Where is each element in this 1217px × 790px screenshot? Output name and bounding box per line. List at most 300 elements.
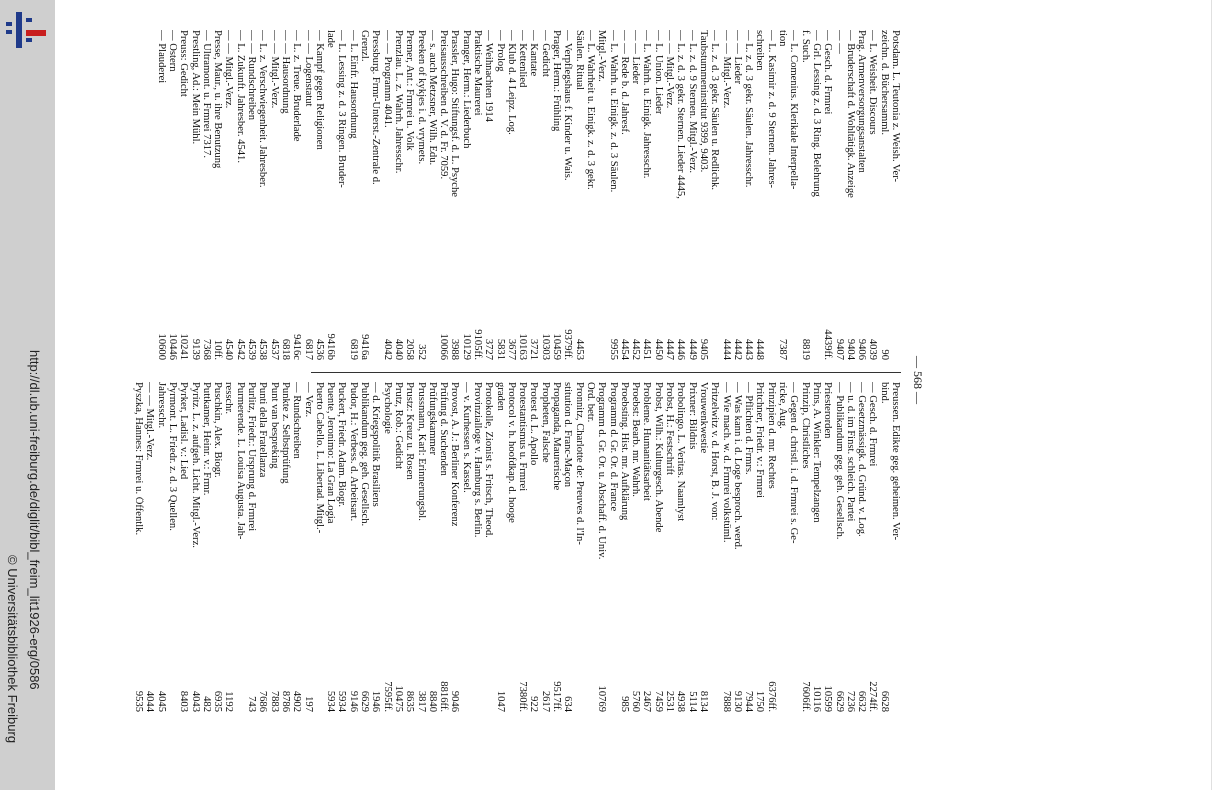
index-entry [528, 30, 539, 360]
entry-text: Vrouwenkwestie [697, 382, 709, 454]
entry-number: 9130 [731, 690, 743, 712]
index-entry [460, 382, 471, 712]
entry-text: — — Rede b. d. Jahresf. [618, 30, 630, 135]
entry-text: Propheten, Falsche [539, 382, 551, 463]
entry-text: — — Mitgl.-Verz. [223, 30, 235, 109]
index-entry [585, 382, 596, 712]
entry-number: 9955 [607, 338, 619, 360]
index-entry [415, 30, 426, 360]
entry-text: — Verpflegshaus f. Kinder u. Wais. [562, 30, 574, 181]
entry-text: — L. Wahrheit u. Einigk. z. d. 3 gekr. [584, 30, 596, 190]
entry-number: 9416c [291, 334, 303, 360]
entry-text: Pudor, H.: Verbess. d. Arbeitsart. [347, 382, 359, 522]
index-entry [652, 382, 663, 712]
entry-number: 6376ff. [765, 681, 777, 712]
entry-text: Puttkamer, Heinr. v.: Frmr. [200, 382, 212, 496]
index-entry [325, 30, 336, 360]
entry-text: Ord. betr. [584, 382, 596, 423]
entry-number: 7368 [200, 338, 212, 360]
entry-number: 4454 [618, 338, 630, 360]
index-entry [641, 382, 652, 712]
index-entry [212, 30, 223, 360]
index-entry [822, 382, 833, 712]
entry-text: Prager, Herm.: Frühling [551, 30, 563, 132]
index-entry [562, 382, 573, 712]
index-entry [438, 382, 449, 712]
entry-number: 9405 [697, 338, 709, 360]
entry-number: 743 [246, 696, 258, 712]
entry-number: 4039 [867, 338, 879, 360]
entry-text: Prüfungskammer [426, 382, 438, 455]
index-entry [234, 30, 245, 360]
entry-number: 6817 [302, 338, 314, 360]
index-entry [732, 382, 743, 712]
entry-text: — L. Comenius. Klerikale Interpella- [788, 30, 800, 190]
entry-text: — L. z. Treue. Bruderlade [291, 30, 303, 142]
entry-number: 4540 [223, 338, 235, 360]
entry-text: — — Hausordnung [279, 30, 291, 114]
entry-text: Puerto Cabello. L. Libertad. Mitgl.- [313, 382, 325, 534]
index-entry [370, 382, 381, 712]
index-entry [709, 30, 720, 360]
entry-text: — Ostern [167, 30, 178, 72]
entry-text: schreiben [754, 30, 766, 71]
index-entry [743, 382, 754, 712]
entry-text: Protokolle, Zionist s. Fritsch, Theod. [483, 382, 495, 538]
index-entry [393, 382, 404, 712]
index-entry [664, 382, 675, 712]
entry-number: 1047 [494, 690, 506, 712]
index-entry [359, 382, 370, 712]
index-entry [732, 30, 743, 360]
entry-text: — L. Zukunft. Jahresber. 4541. [234, 30, 246, 163]
entry-number: 5114 [686, 691, 698, 712]
index-entry [720, 30, 731, 360]
index-entry [573, 382, 584, 712]
entry-number: 1192 [223, 691, 235, 712]
entry-text: stitution d. Franc-Maçon [562, 382, 574, 488]
entry-text: Programm d. Gr. Or. d. France [607, 382, 619, 512]
entry-text: — Grl. Lessing z. d. 3 Ring. Belehrung [810, 30, 822, 197]
index-entry [359, 30, 370, 360]
entry-text: Provost, A. J.: Berliner Konferenz [449, 382, 461, 527]
index-entry [268, 30, 279, 360]
index-entry [630, 382, 641, 712]
index-entry [201, 30, 212, 360]
entry-number: 9105ff. [472, 329, 484, 360]
entry-number: 4536 [313, 338, 325, 360]
index-entry [393, 30, 404, 360]
entry-number: 9517ff. [551, 681, 563, 712]
index-entry [551, 30, 562, 360]
entry-text: — L. z. d. 9 Sternen. Mitgl.-Verz. [686, 30, 698, 173]
entry-text: — L. z. d. 3 gekr. Sternen. Lieder 4445, [675, 30, 687, 199]
index-entry [551, 382, 562, 712]
entry-text: Prins, A. Winkler: Tempelzangen [810, 382, 822, 523]
entry-number: 4043 [189, 690, 201, 712]
entry-number: 3817 [415, 690, 427, 712]
entry-number: 4442 [731, 338, 743, 360]
entry-number: 197 [302, 696, 314, 712]
entry-number: 10599 [822, 685, 834, 712]
entry-text: Provinzialloge v. Hamburg s. Berlin. [472, 382, 484, 538]
entry-number: 9046 [449, 690, 461, 712]
entry-text: Punt van bespreking [268, 382, 280, 469]
entry-text: — Wie mach. w. d. Frmrei volkstüml. [720, 382, 732, 543]
left-column [155, 30, 901, 360]
entry-number: 4045 [155, 690, 167, 712]
index-entry [664, 30, 675, 360]
index-entry [686, 30, 697, 360]
index-entry [890, 382, 901, 712]
entry-number: 10066 [438, 333, 450, 360]
index-entry [314, 30, 325, 360]
entry-text: — Kampf gegen Religionen [313, 30, 325, 150]
index-entry [517, 30, 528, 360]
entry-text: Pyritz. L. z. aufgeh. Licht. Mitgl.-Verz. [189, 382, 201, 548]
index-entry [686, 382, 697, 712]
index-entry [472, 30, 483, 360]
entry-number: 8840 [426, 690, 438, 712]
entry-text: — L. Einfr. Hausordnung [347, 30, 359, 139]
entry-number: 10116 [810, 685, 822, 712]
entry-number: 9407 [833, 338, 845, 360]
entry-number: 8134 [697, 690, 709, 712]
entry-text: — Pflichten d. Frmrs. [743, 382, 755, 475]
entry-text: Punkte z. Selbstprüfung [279, 382, 291, 484]
entry-text: Pronnitz, Charlotte de: Preuves d. l'In- [573, 382, 585, 545]
entry-text: — — Logenstatut [302, 30, 314, 107]
entry-text: Psychologie [381, 382, 393, 434]
index-entry [698, 30, 709, 360]
entry-text: Preussen. Edikte geg. geheimen. Ver- [890, 382, 901, 541]
entry-text: Prüfung d. Suchenden [438, 382, 450, 476]
entry-text: — d. Kriegspolitik Brasiliens [370, 382, 382, 507]
entry-text: Propaganda, Maurerische [551, 382, 563, 491]
index-entry [268, 382, 279, 712]
entry-number: 10241 [178, 333, 190, 360]
index-entry [754, 30, 765, 360]
index-entry [754, 382, 765, 712]
entry-text: Prag. Armenversorgungsanstalten [856, 30, 868, 173]
index-entry [167, 382, 178, 712]
index-entry [765, 30, 776, 360]
entry-number: 4539 [246, 338, 258, 360]
entry-number: 5934 [336, 690, 348, 712]
entry-text: Säulen. Ritual [573, 30, 585, 91]
entry-text: Publikandum geg. geh. Gesellsch. [359, 382, 371, 527]
entry-number: 1750 [754, 690, 766, 712]
entry-number: 482 [200, 696, 212, 712]
entry-text: — Kettenlied [517, 30, 529, 88]
index-entry [506, 30, 517, 360]
index-entry [483, 382, 494, 712]
entry-number: 2058 [404, 338, 416, 360]
index-entry [619, 382, 630, 712]
index-entry [585, 30, 596, 360]
entry-number: 9146 [347, 690, 359, 712]
index-entry [257, 30, 268, 360]
entry-number: 10ff. [212, 339, 224, 360]
entry-text: — Gegen d. christl. i. d. Frmrei s. Ge- [788, 382, 800, 544]
entry-number: 9139 [189, 338, 201, 360]
entry-number: 9416a [359, 334, 371, 360]
entry-number: 7459 [652, 690, 664, 712]
entry-number: 4439ff. [822, 329, 834, 360]
entry-text: — Klub d. 4 Leipz. Log. [505, 30, 517, 135]
entry-number: 6818 [279, 338, 291, 360]
entry-text: — L. Wahrh. u. Einigk. z. d. 3 Säulen. [607, 30, 619, 193]
entry-number: 7236 [844, 690, 856, 712]
entry-number: 4938 [675, 690, 687, 712]
index-entry [494, 382, 505, 712]
entry-text: Pyrker, Ladisl. v.: Lied [178, 382, 190, 480]
entry-text: — — [833, 30, 845, 54]
index-entry [777, 382, 788, 712]
index-entry [347, 30, 358, 360]
index-entry [709, 382, 720, 712]
index-entry [201, 382, 212, 712]
entry-number: 90 [878, 349, 890, 360]
entry-text: Prutz, Rob.: Gedicht [392, 382, 404, 470]
entry-number: 9404 [844, 338, 856, 360]
entry-text: — — Rundschreiben [246, 30, 258, 121]
entry-number: 4040 [392, 338, 404, 360]
index-entry [799, 30, 810, 360]
index-entry [427, 30, 438, 360]
entry-text: Preuss: Gedicht [178, 30, 190, 97]
entry-text: Pressburg. Frmr-Unterst.-Zentrale d. [370, 30, 382, 185]
index-entry [223, 382, 234, 712]
entry-text: — u. d. im Finst. schleich. Partei [844, 382, 856, 522]
entry-number: 4537 [268, 338, 280, 360]
entry-text: zeichn. d. Büchersamml. [878, 30, 890, 136]
entry-number: 4451 [641, 338, 653, 360]
entry-text: Prenzlau. L. z. Wahrh. Jahresschr. [392, 30, 404, 174]
entry-number: 4449 [686, 338, 698, 360]
entry-number: 8635 [404, 690, 416, 712]
index-entry [652, 30, 663, 360]
entry-number: 10446 [167, 333, 178, 360]
entry-text: Pyszka, Hannes: Frmrei u. Öffentlk. [133, 382, 145, 536]
entry-text: Prinzipien d. mr. Rechtes [765, 382, 777, 489]
index-entry [788, 30, 799, 360]
entry-number: 922 [528, 696, 540, 712]
index-entry [381, 30, 392, 360]
entry-text: — Bruderschaft d. Wohltätigk. Anzeige [844, 30, 856, 198]
entry-number: 4448 [754, 338, 766, 360]
index-entry [257, 382, 268, 712]
entry-number: 6628 [878, 690, 890, 712]
index-entry [506, 382, 517, 712]
entry-text: — — Lieder [630, 30, 642, 85]
entry-number: 9406 [856, 338, 868, 360]
index-entry [280, 30, 291, 360]
index-entry [878, 30, 889, 360]
entry-text: — L. Weisheit. Discours [867, 30, 879, 135]
entry-text: Puckert, Friedr. Adam. Biogr. [336, 382, 348, 508]
index-entry [743, 30, 754, 360]
entry-text: Probst, Wilh.: Kulturgesch. Abende [652, 382, 664, 533]
index-entry [336, 30, 347, 360]
entry-number: 10600 [155, 333, 167, 360]
index-entry [517, 382, 528, 712]
entry-text: Priesterorden [822, 382, 834, 439]
copyright-notice: © Universitätsbibliothek Freiburg [5, 555, 20, 744]
entry-text: f. Such. [799, 30, 811, 63]
entry-text: — — Mitgl.-Verz. [664, 30, 676, 109]
index-entry [777, 30, 788, 360]
index-entry [167, 30, 178, 360]
index-entry [494, 30, 505, 360]
entry-number: 6629 [359, 690, 371, 712]
entry-number: 8403 [178, 690, 190, 712]
index-entry [867, 30, 878, 360]
page-number-header: — 568 — [911, 356, 925, 404]
entry-text: bind. [878, 382, 890, 404]
entry-number: 985 [618, 696, 630, 712]
entry-text: Protestantismus u. Frmrei [517, 382, 529, 492]
index-entry [607, 382, 618, 712]
scanned-page [63, 0, 1212, 790]
index-entry [381, 382, 392, 712]
entry-number: 3988 [449, 338, 461, 360]
entry-number: 3721 [528, 338, 540, 360]
entry-number: 4044 [144, 690, 156, 712]
entry-number: 9379ff. [562, 329, 574, 360]
entry-number: 9416b [325, 333, 337, 360]
entry-text: Pyrmont. L. Friedr. z. d. 3 Quellen. [167, 382, 178, 531]
entry-text: — — Mitgl.-Verz. [144, 382, 156, 461]
entry-text: Probst, H.: Festschrift [664, 382, 676, 475]
entry-number: 10303 [539, 333, 551, 360]
entry-number: 4902 [291, 690, 303, 712]
index-entry [404, 382, 415, 712]
entry-text: Mitgl.-Verz. [596, 30, 608, 82]
index-entry [607, 30, 618, 360]
index-entry [427, 382, 438, 712]
entry-text: — Was kann i. d. Loge besproch. werd. [731, 382, 743, 550]
right-column [133, 382, 901, 712]
index-entry [291, 30, 302, 360]
index-entry [189, 382, 200, 712]
index-entry [189, 30, 200, 360]
index-entry [460, 30, 471, 360]
index-entry [540, 30, 551, 360]
index-entry [878, 382, 889, 712]
entry-number: 2274ff. [867, 681, 879, 712]
index-entry [178, 30, 189, 360]
entry-text: graden [494, 382, 506, 411]
index-entry [833, 30, 844, 360]
index-entry [347, 382, 358, 712]
index-entry [799, 382, 810, 712]
entry-number: 8786 [279, 690, 291, 712]
entry-text: — — Lieder [731, 30, 743, 85]
entry-text: — L. Wahrh. u. Einigk. Jahresschr. [641, 30, 653, 179]
entry-text: Prinzip, Christliches [799, 382, 811, 469]
entry-number: 6632 [856, 690, 868, 712]
entry-text: Puschkin, Alex. Biogr. [212, 382, 224, 478]
entry-text: — Gesetzmässigk. d. Gründ. v. Log. [856, 382, 868, 537]
entry-text: — v. Kurhessen s. Kassel. [460, 382, 472, 493]
index-entry [336, 382, 347, 712]
entry-text: Premer, Ant.: Frmrei u. Volk [404, 30, 416, 151]
index-entry [449, 382, 460, 712]
entry-number: 4542 [234, 338, 246, 360]
index-entry [596, 382, 607, 712]
index-entry [155, 30, 166, 360]
entry-text: resschr. [223, 382, 235, 415]
entry-number: 7380ff. [517, 681, 529, 712]
index-entry [630, 30, 641, 360]
entry-text: Preisausschreiben d. V. d. Fr. 7059. [438, 30, 450, 180]
entry-number: 2467 [641, 690, 653, 712]
entry-number: 5934 [325, 690, 337, 712]
index-entry [540, 382, 551, 712]
document-url[interactable]: http://dl.ub.uni-freiburg.de/diglit/bibl_freim_lit1926-erg/0586 [27, 350, 42, 690]
entry-text: Protocol v. h. hoofdkap. d. hooge [505, 382, 517, 523]
entry-text: Purmerende. L. Louisa Augusta. Jah- [234, 382, 246, 540]
entry-text: — Ultramont. u. Frmrei 7317. [200, 30, 212, 158]
entry-text: — — Mitgl.-Verz. [720, 30, 732, 109]
entry-number: 10475 [392, 685, 404, 712]
index-entry [845, 30, 856, 360]
entry-text: Probolingo. L. Veritas. Naamlyst [675, 382, 687, 522]
entry-number: 6629 [833, 690, 845, 712]
index-entry [890, 30, 901, 360]
index-entry [675, 30, 686, 360]
index-entry [314, 382, 325, 712]
index-entry [223, 30, 234, 360]
entry-text: Programm d. Gr. Or. u. Abschaff. d. Univ. [596, 382, 608, 560]
index-entry [675, 382, 686, 712]
index-entry [472, 382, 483, 712]
entry-text: Jahresschr. [155, 382, 167, 429]
index-entry [856, 30, 867, 360]
entry-text: — L. Union. Lieder [652, 30, 664, 115]
entry-text: Prussmann, Karl: Erinnerungsbl. [415, 382, 427, 521]
index-entry [370, 30, 381, 360]
index-entry [212, 382, 223, 712]
entry-text: Grenzl. [359, 30, 371, 62]
entry-text: Pritchner, Friedr. v.: Frmrei [754, 382, 766, 498]
entry-number: 4450 [652, 338, 664, 360]
index-entry [133, 382, 144, 712]
entry-number: 7888 [720, 690, 732, 712]
index-entry [291, 382, 302, 712]
entry-number: 10129 [460, 333, 472, 360]
index-entry [833, 382, 844, 712]
entry-number: 10163 [517, 333, 529, 360]
entry-text: Taubstummeninstitut 9399, 9403. [697, 30, 709, 173]
entry-text: Prassler, Hugo: Stiftungsf. d. L. Psyche [449, 30, 461, 198]
entry-text: — L. Lessing z. d. 3 Ringen. Bruder- [336, 30, 348, 188]
entry-text: Potsdam. L. Teutonia z. Weish. Ver- [890, 30, 901, 183]
entry-number: 8819 [799, 338, 811, 360]
index-entry [765, 382, 776, 712]
entry-text: — Weihnachten 1914 [483, 30, 495, 122]
entry-text: Puente, Jeronimo: La Gran Logia [325, 382, 337, 524]
entry-text: — Gesch. d. Frmrei [867, 382, 879, 467]
entry-text: Prustz: Kreuz u. Rosen [404, 382, 416, 480]
entry-number: 1946 [370, 690, 382, 712]
entry-text: Proebsting. Hist. mr. Aufklärung [618, 382, 630, 521]
entry-text: — Gedicht [539, 30, 551, 77]
entry-number: 4444 [720, 338, 732, 360]
index-entry [449, 30, 460, 360]
entry-text: — Verz. [302, 382, 314, 418]
